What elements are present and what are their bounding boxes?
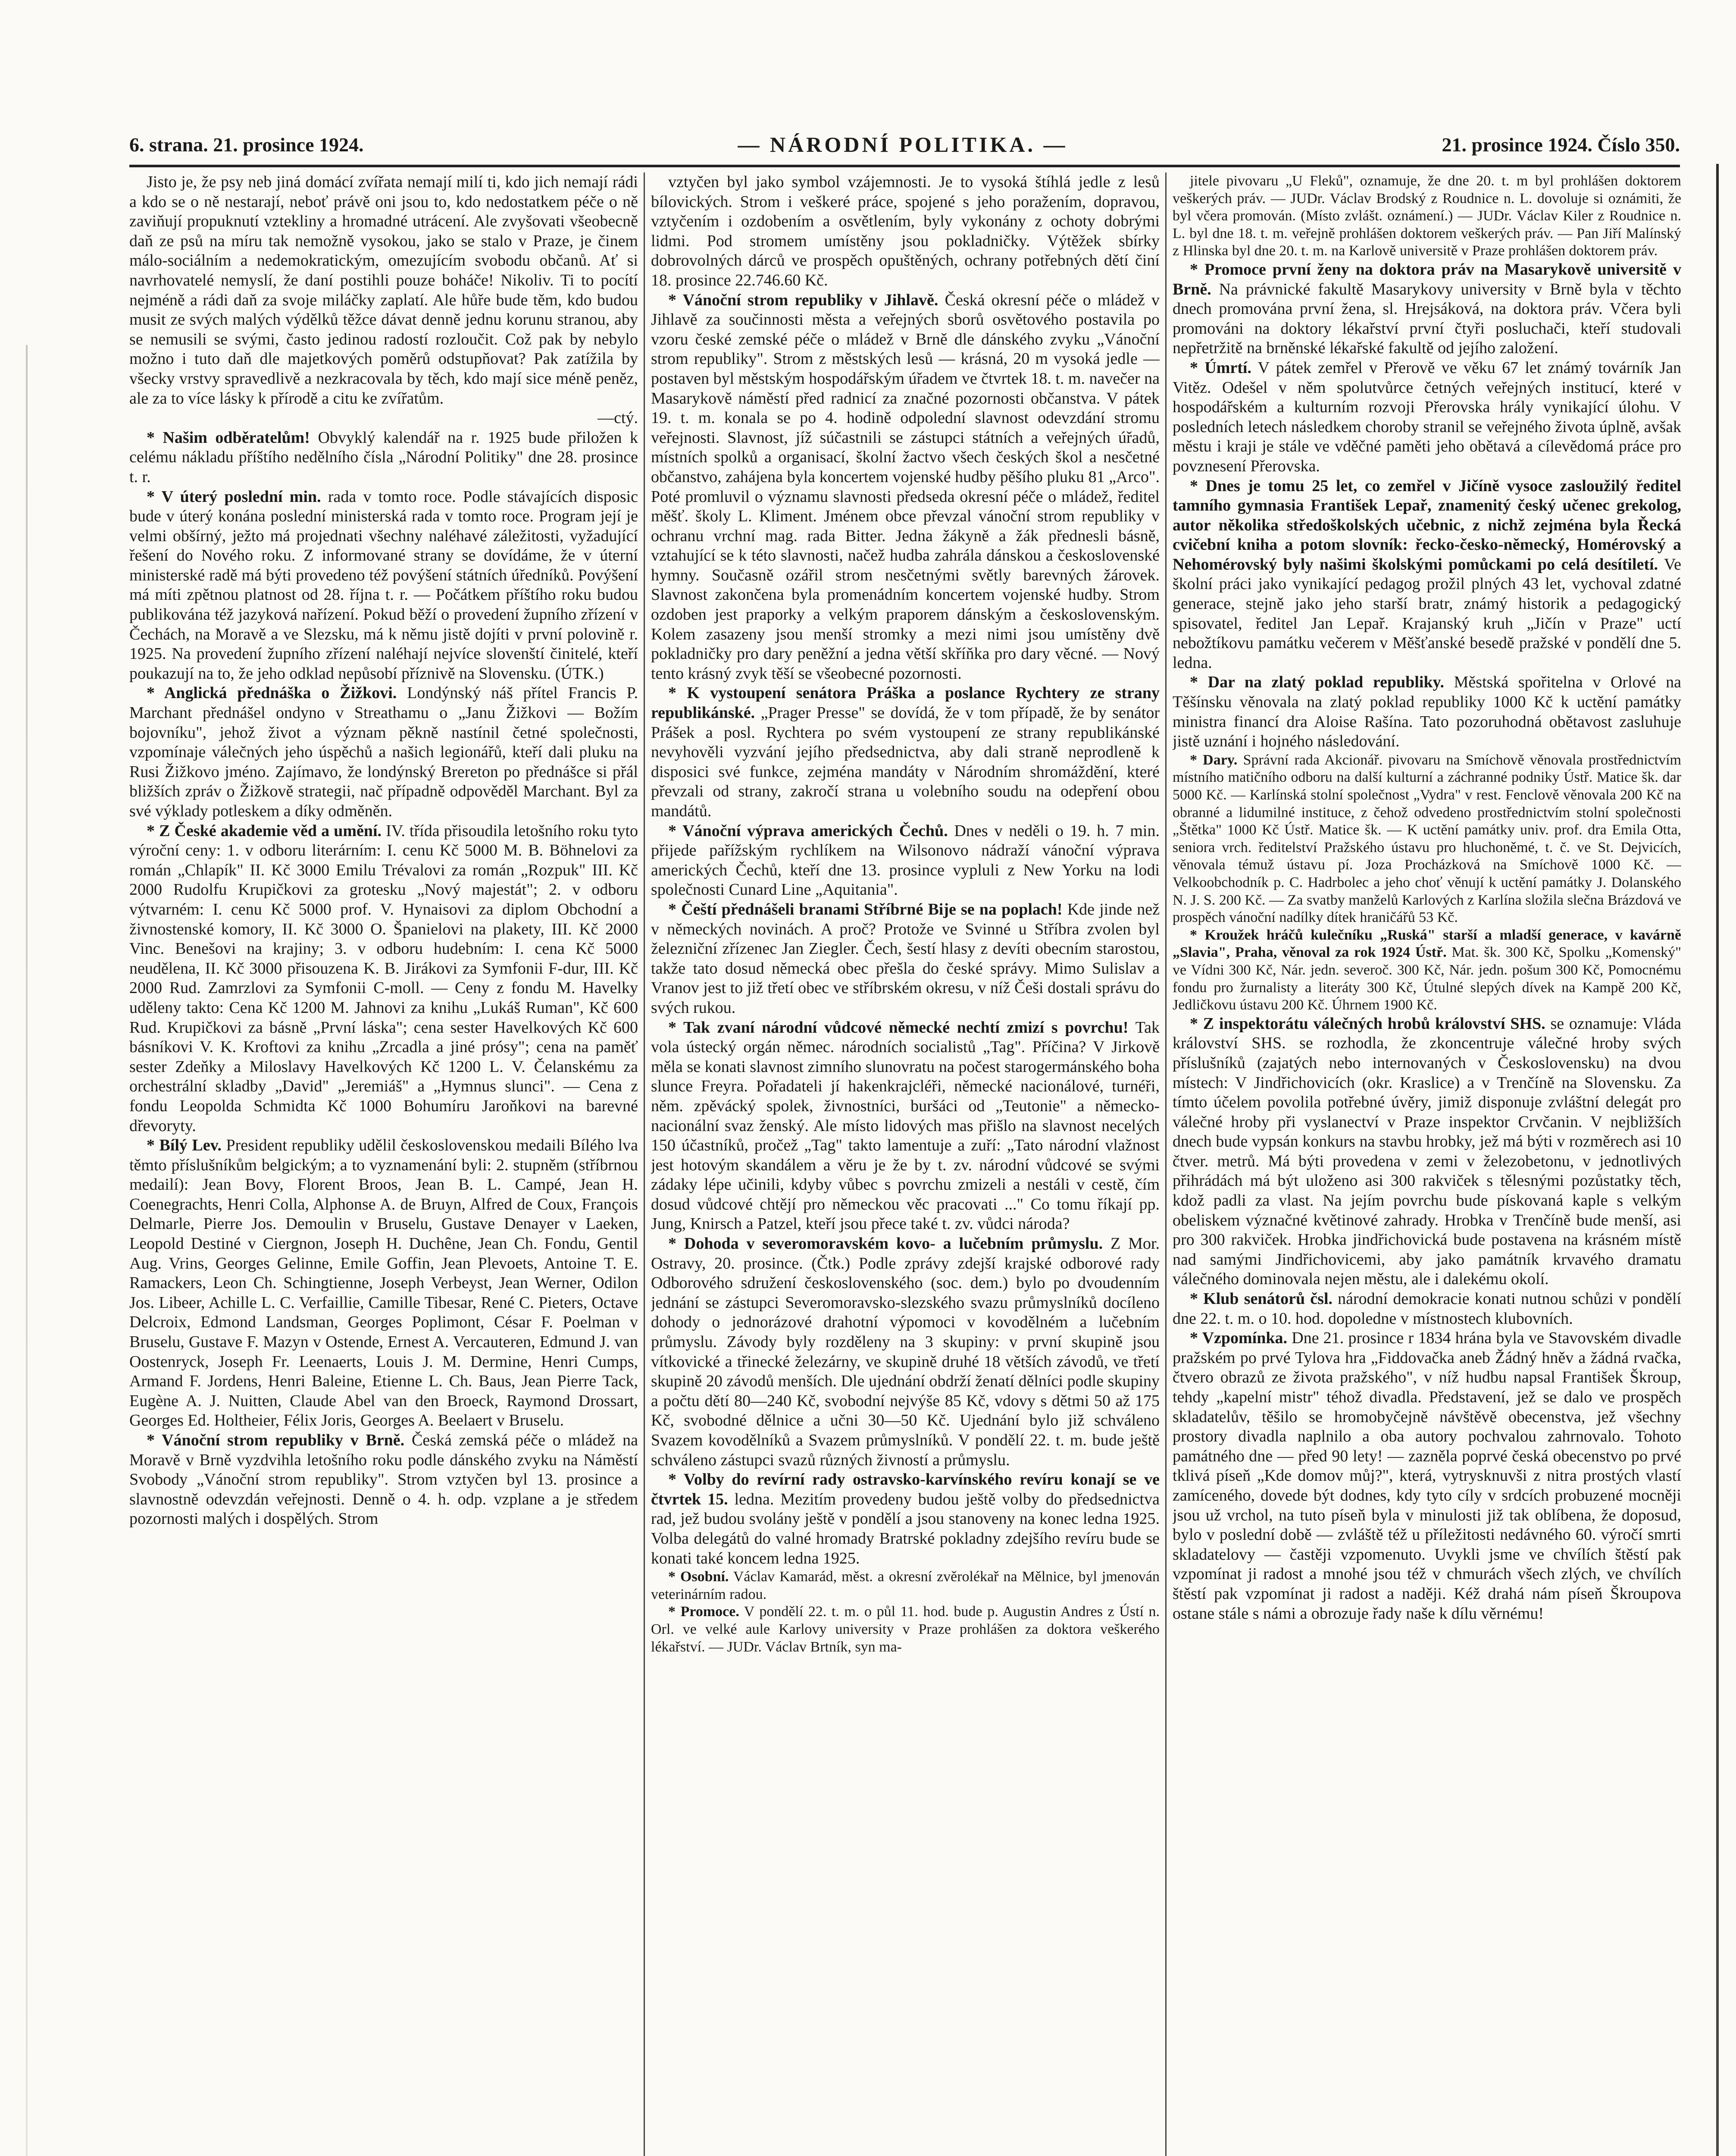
- article-paragraph: * Kroužek hráčů kulečníku „Ruská" starší a mladší generace, v kavárně „Slavia", Praha, věnoval za rok 1924 Ústř. Mat. šk. 300 Kč, Spolku „Komenský" ve Vídni 300 Kč, Nár. jedn. severoč. 300 Kč, Nár. jedn. pošum 300 Kč, Pomocnému fondu pro žurnalisty a literáty 300 Kč, Útulné slepých dívek na Kampě 200 Kč, Jedličkovu ústavu 200 Kč. Úhrnem 1900 Kč.: [1173, 927, 1681, 1013]
- column-divider-1: [644, 172, 645, 2156]
- page-header: [129, 129, 1680, 160]
- article-paragraph: * Promoce první ženy na doktora práv na Masarykově universitě v Brně. Na právnické fakultě Masarykovy university v Brně byla v těchto dnech promována první žena, sl. Hrejsáková, na doktora práv. Včera byli promováni na doktory lékařství první čtyři posluchači, kteří studovali nepřetržitě na brněnské lékařské fakultě od jejího založení.: [1173, 260, 1681, 357]
- article-paragraph: * Bílý Lev. President republiky udělil československou medaili Bílého lva těmto příslušníkům belgickým; a to vyznamenání byli: 2. stupněm (stříbrnou medailí): Jean Bovy, Florent Broos, Jean B. L. Campé, Jean H. Coenegrachts, Henri Colla, Alphonse A. de Bruyn, Alfred de Coux, François Delmarle, Pierre Jos. Demoulin v Bruselu, Gustave Denayer v Laeken, Leopold Destiné v Ciergnon, Joseph H. Duchêne, Jean Ch. Fondu, Gentil Aug. Vrins, Georges Gelinne, Emile Goffin, Jean Plevoets, Antoine T. E. Ramackers, Leon Ch. Schingtienne, Joseph Verbeyst, Jean Werner, Odilon Jos. Libeer, Achille L. C. Verfaillie, Camille Tibesar, René C. Pieters, Octave Delcroix, Edmond Landsman, Georges Poplimont, César F. Poelman v Bruselu, Gustave F. Mazyn v Ostende, Ernest A. Vercauteren, Edmund J. van Oostenryck, Joseph Fr. Leenaerts, Louis J. M. Dermine, Henri Cumps, Armand F. Jordens, Henri Baleine, Etienne L. Ch. Baus, Jean Pierre Tack, Eugène A. J. Nuitten, Claude Abel van den Broeck, Raymond Drossart, Georges Ed. Holtheier, Félix Joris, Georges A. Beelaert v Bruselu.: [129, 1136, 638, 1430]
- article-paragraph: vztyčen byl jako symbol vzájemnosti. Je to vysoká štíhlá jedle z lesů bílovických. Strom i veškeré práce, spojené s jeho poražením, dopravou, vztyčením i ozdobením a osvětlením, byly vykonány z ochoty dobrými lidmi. Pod stromem umístěny jsou pokladničky. Výtěžek sbírky dobrovolných dárců ve prospěch opuštěných, ochrany potřebných dětí činí 18. prosince 22.746.60 Kč.: [651, 173, 1160, 289]
- article-paragraph: * Vánoční výprava amerických Čechů. Dnes v neděli o 19. h. 7 min. přijede pařížským rychlíkem na Wilsonovo nádraží vánoční výprava amerických Čechů, kteří dne 13. prosince vypluli z New Yorku na lodi společnosti Cunard Line „Aquitania".: [651, 821, 1160, 899]
- signature: —ctý.: [597, 409, 638, 427]
- article-paragraph: * Dar na zlatý poklad republiky. Městská spořitelna v Orlové na Těšínsku věnovala na zlatý poklad republiky 1000 Kč k uctění památky ministra financí dra Aloise Rašína. Tato pozoruhodná obětavost zasluhuje jistě uznání i hojného následování.: [1173, 673, 1681, 751]
- scan-edge-left: [26, 345, 28, 2156]
- article-paragraph: * Dary. Správní rada Akcionář. pivovaru na Smíchově věnovala prostřednictvím místního matičního odboru na další kulturní a záchranné podniky Ústř. Matice šk. dar 5000 Kč. — Karlínská stolní společnost „Vydra" v rest. Fenclově věnovala 200 Kč na obranné a lidumilné instituce, z čehož odvedeno prostřednictvím stolní společnosti „Štětka" 1000 Kč Ústř. Matice šk. — K uctění památky univ. prof. dra Emila Otta, seniora vrch. ředitelství Pražského ústavu pro hluchoněmé, t. č. ve St. Dejvicích, věnovala témuž ústavu pí. Joza Procházková na Smíchově 1000 Kč. — Velkoobchodník p. C. Hadrbolec a jeho choť věnují k uctění památky J. Dolanského N. J. S. 200 Kč. — Za svatby manželů Karlových z Karlína složila slečna Brázdová ve prospěch vánoční nadílky dítek hraničářů 53 Kč.: [1173, 752, 1681, 926]
- article-paragraph: * Vánoční strom republiky v Jihlavě. Česká okresní péče o mládež v Jihlavě za součinnosti města a veřejných sborů osvětového postavila po vzoru české zemské péče o mládež v Brně dle dánského zvyku „Vánoční strom republiky". Strom z městských lesů — krásná, 20 m vysoká jedle — postaven byl městským hospodářským úřadem ve čtvrtek 18. t. m. navečer na Masarykově náměstí před radnicí za značné pozornosti občanstva. V pátek 19. t. m. konala se po 4. hodině odpolední slavnost odevzdání stromu veřejnosti. Slavnost, jíž súčastnili se zástupci státních a veřejných úřadů, místních spolků a organisací, školní žactvo všech českých škol a nesčetné občanstvo, zahájena byla koncertem vojenské hudby pěšího pluku 81 „Arco". Poté promluvil o významu slavnosti předseda okresní péče o mládež, ředitel měšť. školy L. Kliment. Jménem obce převzal vánoční strom republiky v ochranu vrchní mag. rada Bitter. Jedna žákyně a žák přednesli básně, vztahující se k této slavnosti, načež hudba zahrála dánskou a československé hymny. Současně ozářil strom nesčetnými světly barevných žárovek. Slavnost zakončena byla promenádním koncertem vojenské hudby. Strom ozdoben jest praporky a velkým praporem dánským a československým. Kolem zasazeny jsou menší stromky a mezi nimi jsou umístěny dvě pokladničky pro dary peněžní a jedna větší skříňka pro dary věcné. — Nový tento krásný zvyk těší se všeobecné pozornosti.: [651, 291, 1160, 683]
- article-paragraph: * Promoce. V pondělí 22. t. m. o půl 11. hod. bude p. Augustin Andres z Ústí n. Orl. ve velké aule Karlovy university v Praze prohlášen za doktora veškerého lékařství. — JUDr. Václav Brtník, syn ma-: [651, 1604, 1160, 1655]
- column-2: [651, 172, 1160, 2156]
- header-left: 6. strana. 21. prosince 1924.: [129, 133, 364, 156]
- article-paragraph: * Našim odběratelům! Obvyklý kalendář na r. 1925 bude přiložen k celému nákladu příštího nedělního čísla „Národní Politiky" dne 28. prosince t. r.: [129, 428, 638, 486]
- article-paragraph: * Z inspektorátu válečných hrobů království SHS. se oznamuje: Vláda království SHS. se rozhodla, že zkoncentruje válečné hroby svých příslušníků (zajatých nebo internovaných v Československu) na dvou místech: V Jindřichovicích (okr. Kraslice) a v Trenčíně na Slovensku. Za tímto účelem povolila potřebné úvěry, jimiž disponuje zvláštní delegát pro válečné hroby při vyslanectví v Praze inspektor Crvčanin. V nejbližších dnech bude vypsán konkurs na stavbu hrobky, jež má býti v rozměrech asi 10 čtver. metrů. Má býti provedena v zemi v železobetonu, v jednotlivých přihrádách má být uloženo asi 300 rakviček s tělesnými pozůstatky těch, kdož padli za vlast. Na jejím povrchu bude pískovaná kaple s velkým obeliskem význačné květinové zahrady. Hrobka v Trenčíně bude menší, asi pro 300 rakviček. Hrobka jindřichovická bude postavena na krásném místě nad samými Jindřichovicemi, aby jako památník krvavého dramatu válečného dominovala nejen městu, ale i dalekému okolí.: [1173, 1014, 1681, 1288]
- article-paragraph: * Volby do revírní rady ostravsko-karvínského revíru konají se ve čtvrtek 15. ledna. Mezitím provedeny budou ještě volby do předsednictva rad, jež budou svolány ještě v pondělí a jsou stanoveny na konec ledna 1925. Volba delegátů do valné hromady Bratrské pokladny zdejšího revíru bude se konati také koncem ledna 1925.: [651, 1470, 1160, 1567]
- article-paragraph: * Úmrtí. V pátek zemřel v Přerově ve věku 67 let známý továrník Jan Vitěz. Odešel v něm spolutvůrce četných veřejných institucí, které v hospodářském a kulturním rozvoji Přerovska hrály vynikající úlohu. V posledních letech následkem choroby stranil se veřejného života úplně, avšak městu i kraji je stále ve vděčné paměti jeho obětavá a cílevědomá práce pro povznesení Přerovska.: [1173, 358, 1681, 475]
- article-paragraph: * Dnes je tomu 25 let, co zemřel v Jičíně vysoce zasloužilý ředitel tamního gymnasia František Lepař, znamenitý český učenec grekolog, autor několika středoškolských učebnic, z nichž zejména byla Řecká cvičební kniha a potom slovník: řecko-česko-německý, Homérovský a Nehomérovský byly našimi školskými pomůckami po celá desítiletí. Ve školní práci jako vynikající pedagog prožil plných 43 let, vychoval zdatné generace, stejně jako jeho starší bratr, známý historik a pedagogický spisovatel, ředitel Jan Lepař. Krajanský kruh „Jičín v Praze" uctí nebožtíkovu památku večerem v Měšťanské besedě pražské v pondělí dne 5. ledna.: [1173, 476, 1681, 672]
- header-rule: [129, 165, 1680, 167]
- article-paragraph: * Vánoční strom republiky v Brně. Česká zemská péče o mládež na Moravě v Brně vyzdvihla letošního roku podle dánského zvyku na Náměstí Svobody „Vánoční strom republiky". Strom vztyčen byl 13. prosince a slavnostně odevzdán veřejnosti. Denně o 4. h. odp. vzplane a je středem pozornosti malých i dospělých. Strom: [129, 1431, 638, 1528]
- article-paragraph: jitele pivovaru „U Fleků", oznamuje, že dne 20. t. m byl prohlášen doktorem veškerých práv. — JUDr. Václav Brodský z Roudnice n. L. dovoluje si oznámiti, že byl včera promován. (Místo zvlášt. oznámení.) — JUDr. Václav Kiler z Roudnice n. L. byl dne 18. t. m. veřejně prohlášen doktorem veškerých práv. — Pan Jiří Malínský z Hlinska byl dne 20. t. m. na Karlově universitě v Praze prohlášen doktorem práv.: [1173, 173, 1681, 259]
- article-paragraph: * Osobní. Václav Kamarád, měst. a okresní zvěrolékař na Mělnice, byl jmenován veterinárním radou.: [651, 1569, 1160, 1602]
- article-paragraph: * Tak zvaní národní vůdcové německé nechtí zmizí s povrchu! Tak vola ústecký orgán němec. národních socialistů „Tag". Příčina? V Jirkově měla se konati slavnost zimního slunovratu na počest starogermánského boha slunce Freyra. Pořadateli jí hakenkrajcléři, německé nacionálové, turnéři, něm. zpěvácký spolek, živnostníci, buršáci od „Teutonie" a německo-nacionální svaz ženský. Ale místo lidových mas přišlo na slavnost necelých 150 účastníků, pročež „Tag" takto lamentuje a zuří: „Tato národní vlažnost jest hotovým skandálem a věru je že by t. zv. národní vůdcové se svými zádaky lépe učinili, kdyby vůbec s povrchu zmizeli a nestáli v cestě, čím dosud vůdcové chtějí pro německou věc pracovati ..." Co tomu říkají pp. Jung, Knirsch a Patzel, kteří jsou přece také t. zv. vůdci národa?: [651, 1018, 1160, 1233]
- column-1: [129, 172, 638, 2156]
- article-paragraph: * Anglická přednáška o Žižkovi. Londýnský náš přítel Francis P. Marchant přednášel ondyno v Streathamu o „Janu Žižkovi — Božím bojovníku", jehož život a význam pěkně nastínil četné společnosti, vzpomínaje válečných jeho úspěchů a našich legionářů, kteří dali pluku na Rusi Žižkovo jméno. Zajímavo, že londýnský Brereton po přednášce si přál bližších zpráv o Žižkově strategii, nač případně odpověděl Marchant. Byl za své výklady potleskem a díky odměněn.: [129, 684, 638, 820]
- article-paragraph: Jisto je, že psy neb jiná domácí zvířata nemají milí ti, kdo jich nemají rádi a kdo se o ně nestarají, neboť právě oni jsou to, kdo nedostatkem péče o ně zaviňují propuknutí vztekliny a hromadné utrácení. Ale zvyšovati všeobecně daň ze psů na míru tak nemožně vysokou, jako se stalo v Praze, je činem málo-sociálním a nedemokratickým, omezujícím svobodu občanů. Ať si navrhovatelé nemyslí, že daní postihli pouze boháče! Nikoliv. Ti to pocítí nejméně a rádi daň za svoje miláčky zaplatí. Ale hůře bude těm, kdo budou musit ze svých malých výdělků těžce dávat denně jednu korunu stranou, aby se nemusili se svými, často jedinou radostí rozloučit. Což pak by nebylo možno i tuto daň dle majetkových poměrů odstupňovat? Pak zatížila by všecky vrstvy spravedlivě a nezkracovala by těch, kdo mají sice méně peněz, ale za to více lásky k přírodě a citu ke zvířatům.: [129, 173, 638, 407]
- article-paragraph: * Dohoda v severomoravském kovo- a lučebním průmyslu. Z Mor. Ostravy, 20. prosince. (Čtk.) Podle zprávy zdejší krajské odborové rady Odborového sdružení československého (soc. dem.) bylo po dvoudenním jednání se zástupci Severomoravsko-slezského svazu průmyslníků docíleno dohody o jednorázové drahotní výpomoci v kovodělném a lučebním průmyslu. Závody byly rozděleny na 3 skupiny: v první skupině jsou vítkovické a třinecké železárny, ve skupině druhé 18 větších závodů, ve třetí skupině 20 závodů menších. Dle ujednání obdrží ženatí dělníci podle skupiny a počtu dětí 80—240 Kč, svobodní nejvýše 85 Kč, vdovy s dětmi 50 až 175 Kč, svobodné dělnice a učni 30—50 Kč. Ujednání bylo již schváleno Svazem kovodělníků a Svazem průmyslníků. V pondělí 22. t. m. bude ještě schváleno zástupci svazů různých živností a průmyslu.: [651, 1235, 1160, 1469]
- article-paragraph: * V úterý poslední min. rada v tomto roce. Podle stávajících disposic bude v úterý konána poslední ministerská rada v tomto roce. Program její je velmi obšírný, ježto má projednati všechny naléhavé záležitosti, vyžadující řešení do Nového roku. Z informované strany se dovídáme, že v úterní ministerské radě má býti provedeno též povýšení státních úředníků. Povýšení má míti zpětnou platnost od 28. října t. r. — Počátkem příštího roku budou publikována též jazyková nařízení. Pokud běží o provedení župního zřízení v Čechách, na Moravě a ve Slezsku, má k němu jistě dojíti v první polovině r. 1925. Na provedení župního zřízení naléhají nejvíce slovenští činitelé, kteří poukazují na to, že jeho odklad nepůsobí příznivě na Slovensku. (ÚTK.): [129, 487, 638, 683]
- masthead: — NÁRODNÍ POLITIKA. —: [738, 132, 1068, 157]
- article-paragraph: * Čeští přednášeli branami Stříbrné Bije se na poplach! Kde jinde než v německých novinách. A proč? Protože ve Svinné u Stříbra zvolen byl železniční zřízenec Jan Ziegler. Čech, šestí hlasy z devíti obecním starostou, takže tato dosud německá obec přešla do české správy. Mimo Sulislav a Vranov jest to již třetí obec ve stříbrském okresu, v níž Češi dostali správu do svých rukou.: [651, 900, 1160, 1017]
- header-right: 21. prosince 1924. Číslo 350.: [1442, 133, 1680, 156]
- article-paragraph: * K vystoupení senátora Práška a poslance Rychtery ze strany republikánské. „Prager Presse" se dovídá, že v tom případě, že by senátor Prášek a posl. Rychtera po svém vystoupení ze strany republikánské nevyhověli vyzvání jejího předsednictva, aby dali straně neprodleně k disposici své funkce, zejména mandáty v Národním shromáždění, které převzali od strany, zakročí strana u volebního soudu na odepření obou mandátů.: [651, 684, 1160, 820]
- column-divider-2: [1165, 172, 1167, 2156]
- article-paragraph: * Vzpomínka. Dne 21. prosince r 1834 hrána byla ve Stavovském divadle pražském po prvé Tylova hra „Fiddovačka aneb Žádný hněv a žádná rvačka, čtvero obrazů ze života pražského", v níž hudbu napsal František Škroup, tehdy „kapelní mistr" téhož divadla. Představení, jež se dalo ve prospěch skladatelův, těšilo se hromobyčejně návštěvě obecenstva, jež všechny prostory divadla naplnilo a oba autory pochvalou zahrnovalo. Tohoto památného dne — před 90 lety! — zazněla poprvé česká obecenstvo po prvé tklivá píseň „Kde domov můj?", která, vytrysknuvši z nitra prostých vlastí zamíceného, dovede být dodnes, kdy tyto cíly v srdcích probuzené mocněji jsou už vrchol, na tuto píseň byla v minulosti již tak oblíbena, že doposud, bylo v poslední době — zvláště též u příležitosti nedávného 60. výročí smrti skladatelovy — častěji vzpomenuto. Uvykli jsme ve chvílích štěstí pak vzpomínat ji radost a mnohé jsou též v chmurách všech zlých, ve chvílích štěstí pak vzpomínat ji radost a naději. Kéž drahá nám píseň Škroupova ostane stále s námi a obrozuje řady naše k dílu věrnému!: [1173, 1329, 1681, 1623]
- article-paragraph: * Klub senátorů čsl. národní demokracie konati nutnou schůzi v pondělí dne 22. t. m. o 10. hod. dopoledne v místnostech klubovních.: [1173, 1290, 1681, 1328]
- article-paragraph: * Z České akademie věd a umění. IV. třída přisoudila letošního roku tyto výroční ceny: 1. v odboru literárním: I. cenu Kč 5000 M. B. Böhnelovi za román „Chlapík" II. Kč 3000 Emilu Trévalovi za román „Rozpuk" III. Kč 2000 Rudolfu Krupičkovi za grotesku „Nový majestát"; 2. v odboru výtvarném: I. cenu Kč 5000 prof. V. Hynaisovi za diplom Obchodní a živnostenské komory, II. Kč 3000 O. Španielovi na plakety, III. Kč 2000 Vinc. Benešovi na krajiny; 3. v odboru hudebním: I. cena Kč 5000 neudělena, II. Kč 3000 přisouzena K. B. Jirákovi za Symfonii F-dur, III. Kč 2000 Rud. Zamrzlovi za Symfonii C-moll. — Ceny z fondu M. Havelky uděleny takto: Cena Kč 1200 M. Jahnovi za knihu „Lukáš Ruman", Kč 600 Rud. Krupičkovi za básně „První láska"; cena sester Havelkových Kč 600 básníkovi V. K. Kroftovi za knihu „Zrcadla a jiné prósy"; cena na paměť sester Zdeňky a Miloslavy Havelkových Kč 1200 L. V. Čelanskému za orchestrální skladby „David" „Jeremiáš" a „Hymnus slunci". — Cena z fondu Leopolda Schmidta Kč 1000 Bohumíru Jaroňkovi na barevné dřevoryty.: [129, 821, 638, 1135]
- column-3: [1173, 172, 1681, 2156]
- scan-edge-right: [1716, 164, 1719, 2156]
